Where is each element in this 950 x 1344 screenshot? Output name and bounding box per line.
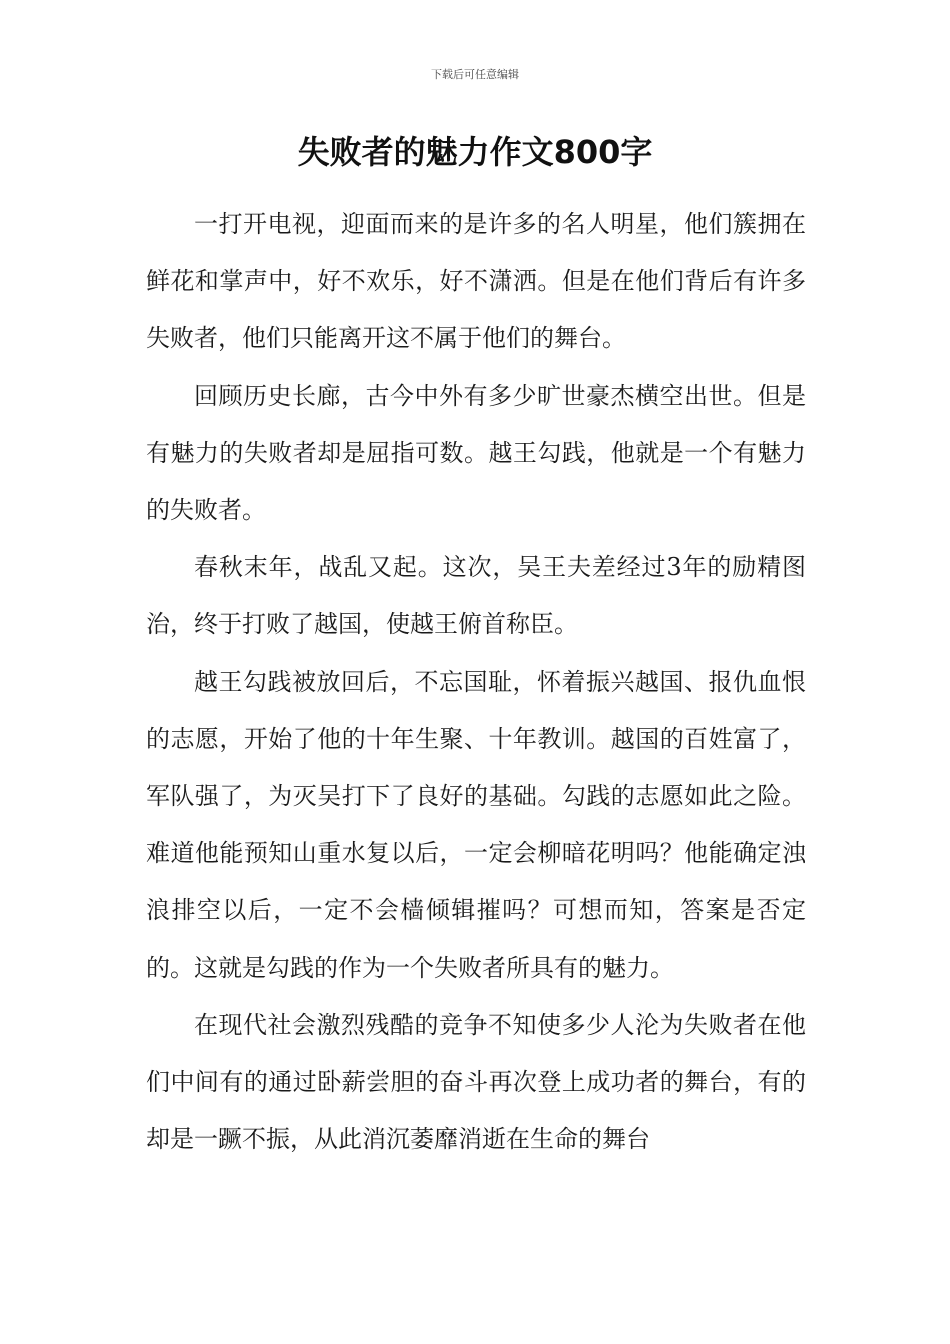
paragraph-5: 在现代社会激烈残酷的竞争不知使多少人沦为失败者在他们中间有的通过卧薪尝胆的奋斗再次登上成功者的舞台，有的却是一蹶不振，从此消沉萎靡消逝在生命的舞台 — [146, 1010, 806, 1154]
paragraph-4: 越王勾践被放回后，不忘国耻，怀着振兴越国、报仇血恨的志愿，开始了他的十年生聚、十年教训。越国的百姓富了，军队强了，为灭吴打下了良好的基础。勾践的志愿如此之险。难道他能预知山重水复以后，一定会柳暗花明吗？他能确定浊浪排空以后，一定不会樯倾辑摧吗？可想而知，答案是否定的。这就是勾践的作为一个失败者所具有的魅力。 — [146, 667, 806, 982]
paragraph-2: 回顾历史长廊，古今中外有多少旷世豪杰横空出世。但是有魅力的失败者却是屈指可数。越王勾践，他就是一个有魅力的失败者。 — [146, 381, 806, 525]
document-body — [146, 196, 806, 1168]
paragraph-1: 一打开电视，迎面而来的是许多的名人明星，他们簇拥在鲜花和掌声中，好不欢乐，好不潇洒。但是在他们背后有许多失败者，他们只能离开这不属于他们的舞台。 — [146, 210, 806, 353]
document-title: 失败者的魅力作文800字 — [297, 133, 653, 171]
header-note: 下载后可任意编辑 — [431, 68, 519, 81]
paragraph-3: 春秋末年，战乱又起。这次，吴王夫差经过3年的励精图治，终于打败了越国，使越王俯首称臣。 — [146, 553, 806, 639]
